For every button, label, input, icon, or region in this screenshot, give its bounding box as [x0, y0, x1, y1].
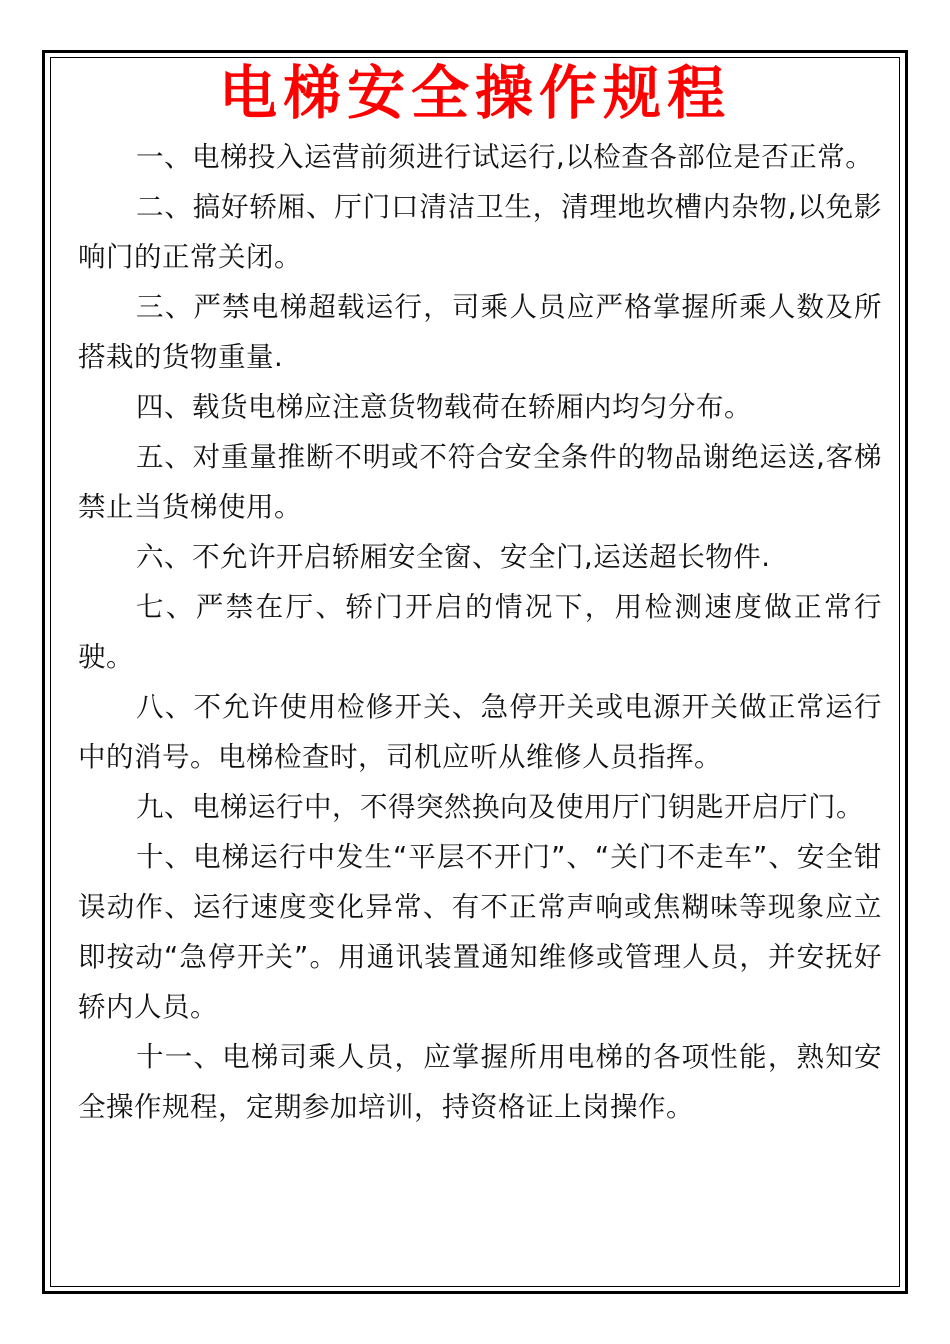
rule-item-10: 十、电梯运行中发生“平层不开门”、“关门不走车”、安全钳误动作、运行速度变化异常、有不正常声响或焦糊味等现象应立即按动“急停开关”。用通讯装置通知维修或管理人员，并安抚好轿内人员。 — [78, 841, 882, 1023]
rule-item-7: 七、严禁在厅、轿门开启的情况下，用检测速度做正常行驶。 — [78, 591, 882, 673]
rule-item-2: 二、搞好轿厢、厅门口清洁卫生，清理地坎槽内杂物,以免影响门的正常关闭。 — [78, 191, 882, 273]
document-title: 电梯安全操作规程 — [218, 59, 731, 127]
rule-item-3: 三、严禁电梯超载运行，司乘人员应严格掌握所乘人数及所搭栽的货物重量. — [78, 291, 882, 373]
rule-item-4: 四、载货电梯应注意货物载荷在轿厢内均匀分布。 — [136, 391, 752, 423]
rules-list — [78, 132, 882, 1132]
rule-item-11: 十一、电梯司乘人员，应掌握所用电梯的各项性能，熟知安全操作规程，定期参加培训，持资格证上岗操作。 — [78, 1041, 882, 1123]
rule-item-6: 六、不允许开启轿厢安全窗、安全门,运送超长物件. — [136, 541, 771, 573]
rule-item-1: 一、电梯投入运营前须进行试运行,以检查各部位是否正常。 — [136, 141, 874, 173]
rule-item-9: 九、电梯运行中，不得突然换向及使用厅门钥匙开启厅门。 — [136, 791, 864, 823]
rule-item-5: 五、对重量推断不明或不符合安全条件的物品谢绝运送,客梯禁止当货梯使用。 — [78, 441, 882, 523]
rule-item-8: 八、不允许使用检修开关、急停开关或电源开关做正常运行中的消号。电梯检查时，司机应听从维修人员指挥。 — [78, 691, 882, 773]
